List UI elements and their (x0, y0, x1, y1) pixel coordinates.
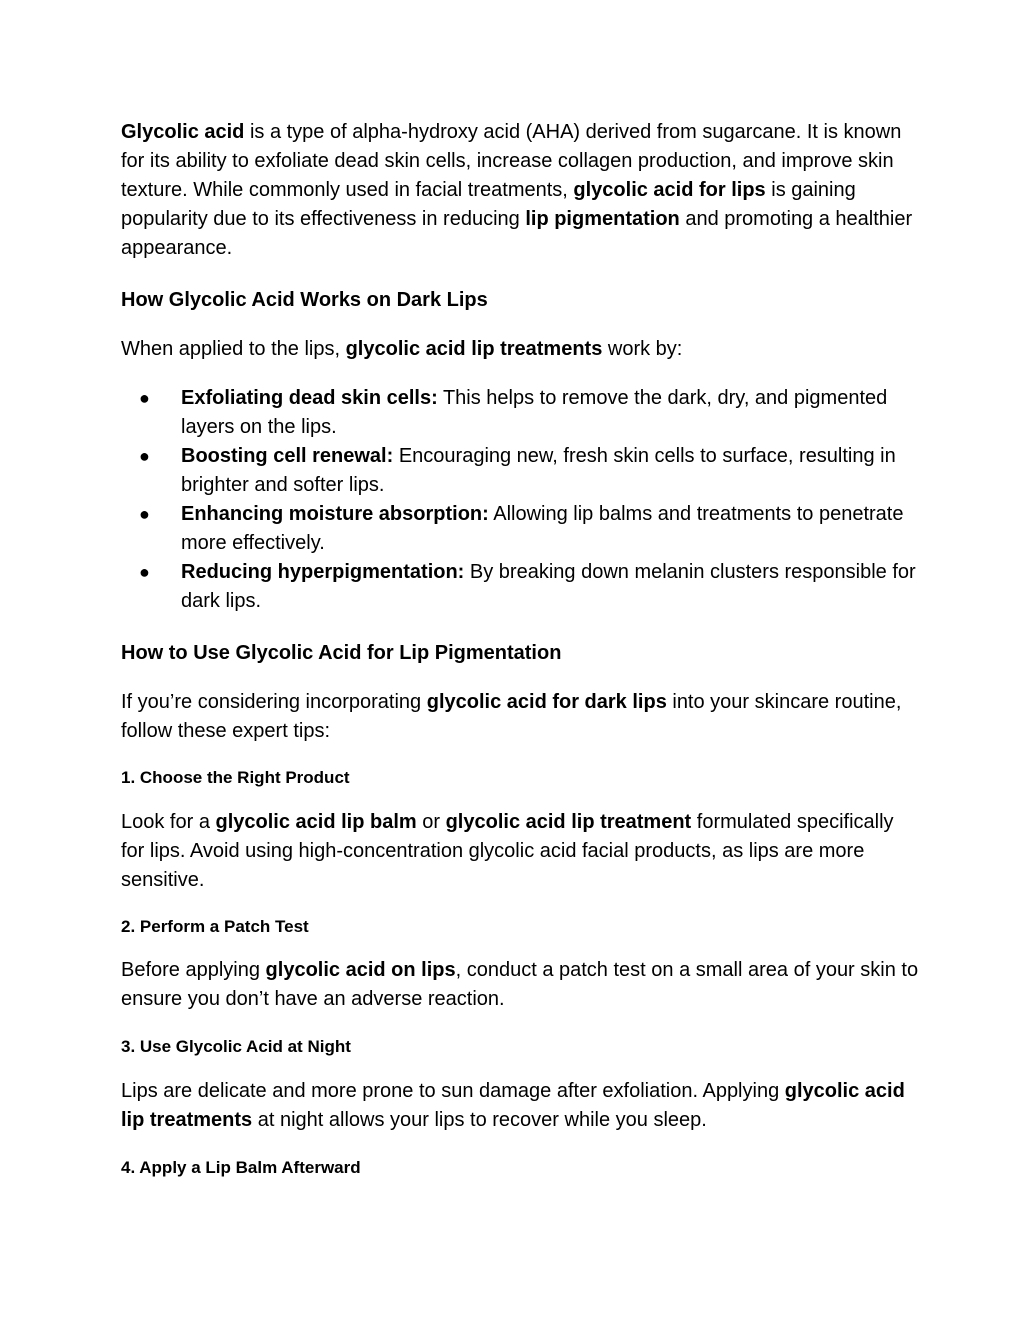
section-heading-usage: How to Use Glycolic Acid for Lip Pigmentation (121, 642, 562, 664)
step-heading-lip-balm: 4. Apply a Lip Balm Afterward (121, 1158, 361, 1177)
list-item: ● Reducing hyperpigmentation: By breaking down melanin clusters responsible for dark lips. (121, 558, 921, 616)
intro-paragraph: Glycolic acid is a type of alpha-hydroxy acid (AHA) derived from sugarcane. It is known for its ability to exfoliate dead skin cells, increase collagen production, and improve skin texture. While commonly used in facial treatments, glycolic acid for lips is gaining popularity due to its effectiveness in reducing lip pigmentation and promoting a healthier appearance. (121, 121, 913, 259)
works-lead-paragraph: When applied to the lips, glycolic acid lip treatments work by: (121, 338, 683, 360)
usage-lead-paragraph: If you’re considering incorporating glycolic acid for dark lips into your skincare routine, follow these expert tips: (121, 691, 902, 742)
list-item: ● Boosting cell renewal: Encouraging new, fresh skin cells to surface, resulting in brighter and softer lips. (121, 442, 921, 500)
step-paragraph-patch-test: Before applying glycolic acid on lips, conduct a patch test on a small area of your skin to ensure you don’t have an adverse reaction. (121, 959, 919, 1010)
step-heading-choose-product: 1. Choose the Right Product (121, 768, 350, 787)
list-item: ● Enhancing moisture absorption: Allowing lip balms and treatments to penetrate more effectively. (121, 500, 921, 558)
bullet-icon: ● (139, 446, 150, 466)
bullet-icon: ● (139, 388, 150, 408)
step-paragraph-night-use: Lips are delicate and more prone to sun damage after exfoliation. Applying glycolic acid lip treatments at night allows your lips to recover while you sleep. (121, 1080, 905, 1131)
step-heading-patch-test: 2. Perform a Patch Test (121, 917, 309, 936)
list-item: ● Exfoliating dead skin cells: This helps to remove the dark, dry, and pigmented layers on the lips. (121, 384, 921, 442)
step-paragraph-choose-product: Look for a glycolic acid lip balm or glycolic acid lip treatment formulated specifically for lips. Avoid using high-concentration glycolic acid facial products, as lips are more sensitive. (121, 811, 894, 891)
section-heading-works: How Glycolic Acid Works on Dark Lips (121, 289, 488, 311)
benefits-list (121, 384, 921, 616)
document-page (121, 118, 921, 1180)
step-heading-night-use: 3. Use Glycolic Acid at Night (121, 1037, 351, 1056)
bullet-icon: ● (139, 504, 150, 524)
bullet-icon: ● (139, 562, 150, 582)
